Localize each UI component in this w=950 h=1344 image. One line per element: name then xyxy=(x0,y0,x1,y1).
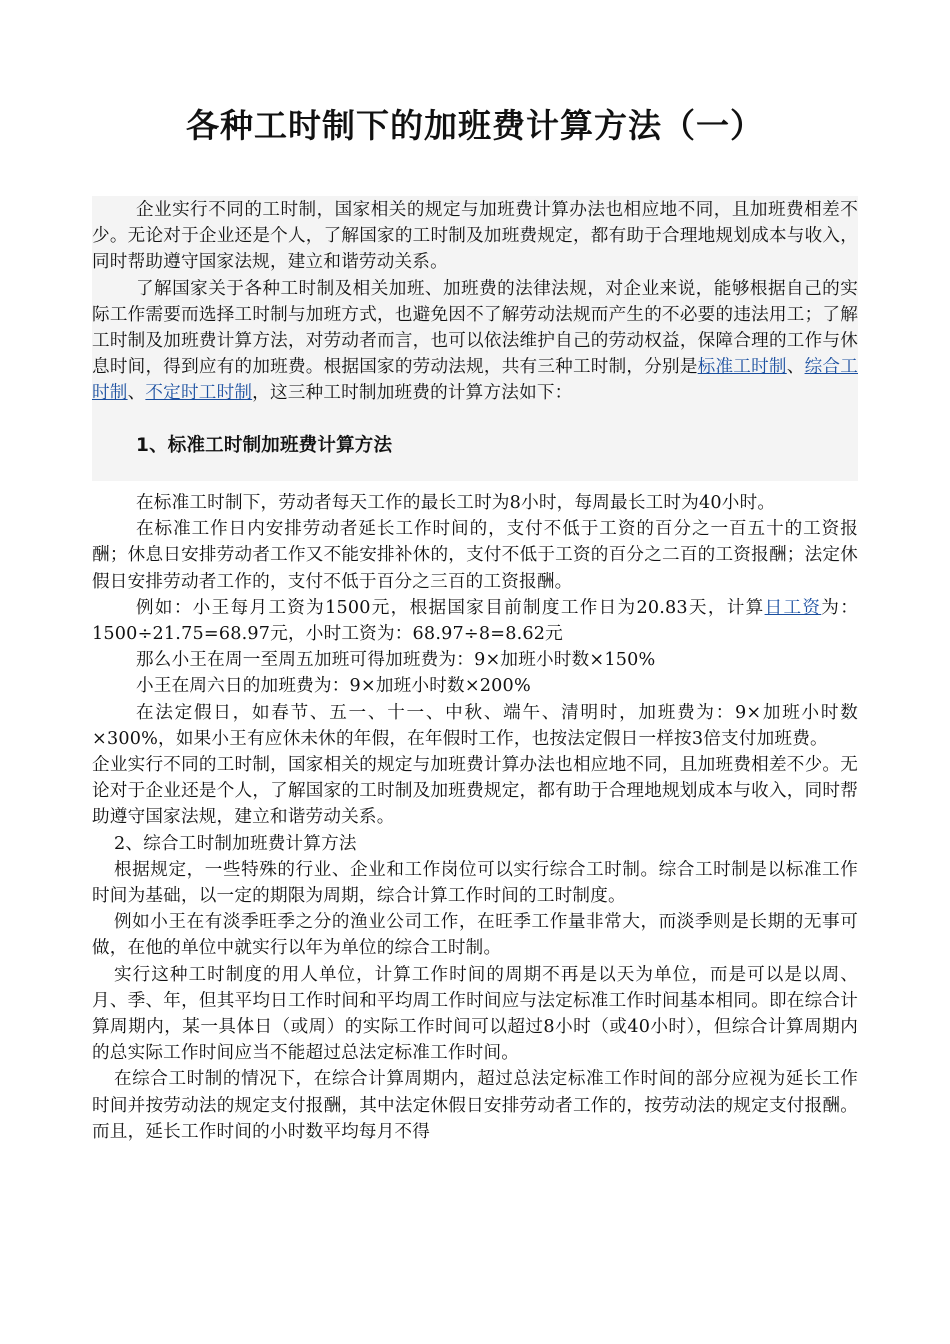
intro-paragraph-2 xyxy=(92,276,858,407)
s1-paragraph-4: 那么小王在周一至周五加班可得加班费为：9×加班小时数×150% xyxy=(136,650,656,671)
separator: 、 xyxy=(127,383,146,404)
page-title: 各种工时制下的加班费计算方法（一） xyxy=(186,106,764,145)
intro-block xyxy=(92,196,858,481)
s1-paragraph-3-text: 例如：小王每月工资为1500元，根据国家目前制度工作日为20.83天，计算 xyxy=(136,597,765,618)
s1-paragraph-5: 小王在周六日的加班费为：9×加班小时数×200% xyxy=(136,676,531,697)
link-standard-hours[interactable]: 标准工时制 xyxy=(697,357,787,378)
link-comprehensive-hours[interactable]: 综合工时制 xyxy=(92,357,858,404)
body-content xyxy=(92,490,858,1145)
s1-paragraph-3-end: 为：1500÷21.75=68.97元，小时工资为：68.97÷8=8.62元 xyxy=(92,597,858,645)
s1-paragraph-1: 在标准工时制下，劳动者每天工作的最长工时为8小时，每周最长工时为40小时。 xyxy=(136,493,776,513)
link-daily-wage[interactable]: 日工资 xyxy=(764,597,822,618)
separator: 、 xyxy=(786,357,805,378)
s1-paragraph-3 xyxy=(92,595,858,647)
intro-paragraph-1: 企业实行不同的工时制，国家相关的规定与加班费计算办法也相应地不同，且加班费相差不少。无论对于企业还是个人，了解国家的工时制及加班费规定，都有助于合理地规划成本与收入，同时帮助遵守国家法规，建立和谐劳动关系。 xyxy=(92,200,858,273)
section-1-heading: 1、标准工时制加班费计算方法 xyxy=(136,434,393,456)
s2-paragraph-2: 例如小王在有淡季旺季之分的渔业公司工作，在旺季工作量非常大，而淡季则是长期的无事可做，在他的单位中就实行以年为单位的综合工时制。 xyxy=(92,912,858,959)
section-2-heading: 2、综合工时制加班费计算方法 xyxy=(114,833,357,854)
intro-paragraph-2-end: ，这三种工时制加班费的计算方法如下： xyxy=(252,383,573,404)
s1-paragraph-6: 在法定假日，如春节、五一、十一、中秋、端午、清明时，加班费为：9×加班小时数×300%，如果小王有应休未休的年假，在年假时工作，也按法定假日一样按3倍支付加班费。 xyxy=(92,702,858,749)
s1-paragraph-7: 企业实行不同的工时制，国家相关的规定与加班费计算办法也相应地不同，且加班费相差不少。无论对于企业还是个人，了解国家的工时制及加班费规定，都有助于合理地规划成本与收入，同时帮助遵守国家法规，建立和谐劳动关系。 xyxy=(92,755,858,828)
s2-paragraph-4: 在综合工时制的情况下，在综合计算周期内，超过总法定标准工作时间的部分应视为延长工作时间并按劳动法的规定支付报酬，其中法定休假日安排劳动者工作的，按劳动法的规定支付报酬。而且，延长工作时间的小时数平均每月不得 xyxy=(92,1069,858,1142)
s2-paragraph-3: 实行这种工时制度的用人单位，计算工作时间的周期不再是以天为单位，而是可以是以周、月、季、年，但其平均日工作时间和平均周工作时间应与法定标准工作时间基本相同。即在综合计算周期内，某一具体日（或周）的实际工作时间可以超过8小时（或40小时），但综合计算周期内的总实际工作时间应当不能超过总法定标准工作时间。 xyxy=(92,964,858,1064)
intro-paragraph-2-text: 了解国家关于各种工时制及相关加班、加班费的法律法规，对企业来说，能够根据自己的实际工作需要而选择工时制与加班方式，也避免因不了解劳动法规而产生的不必要的违法用工；了解工时制及加班费计算方法，对劳动者而言，也可以依法维护自己的劳动权益，保障合理的工作与休息时间，得到应有的加班费。根据国家的劳动法规，共有三种工时制，分别是 xyxy=(92,278,858,378)
s1-paragraph-2: 在标准工作日内安排劳动者延长工作时间的，支付不低于工资的百分之一百五十的工资报酬；休息日安排劳动者工作又不能安排补休的，支付不低于工资的百分之二百的工资报酬；法定休假日安排劳动者工作的，支付不低于百分之三百的工资报酬。 xyxy=(92,519,858,592)
link-flexible-hours[interactable]: 不定时工时制 xyxy=(145,383,253,404)
s2-paragraph-1: 根据规定，一些特殊的行业、企业和工作岗位可以实行综合工时制。综合工时制是以标准工作时间为基础，以一定的期限为周期，综合计算工作时间的工时制度。 xyxy=(92,859,858,907)
